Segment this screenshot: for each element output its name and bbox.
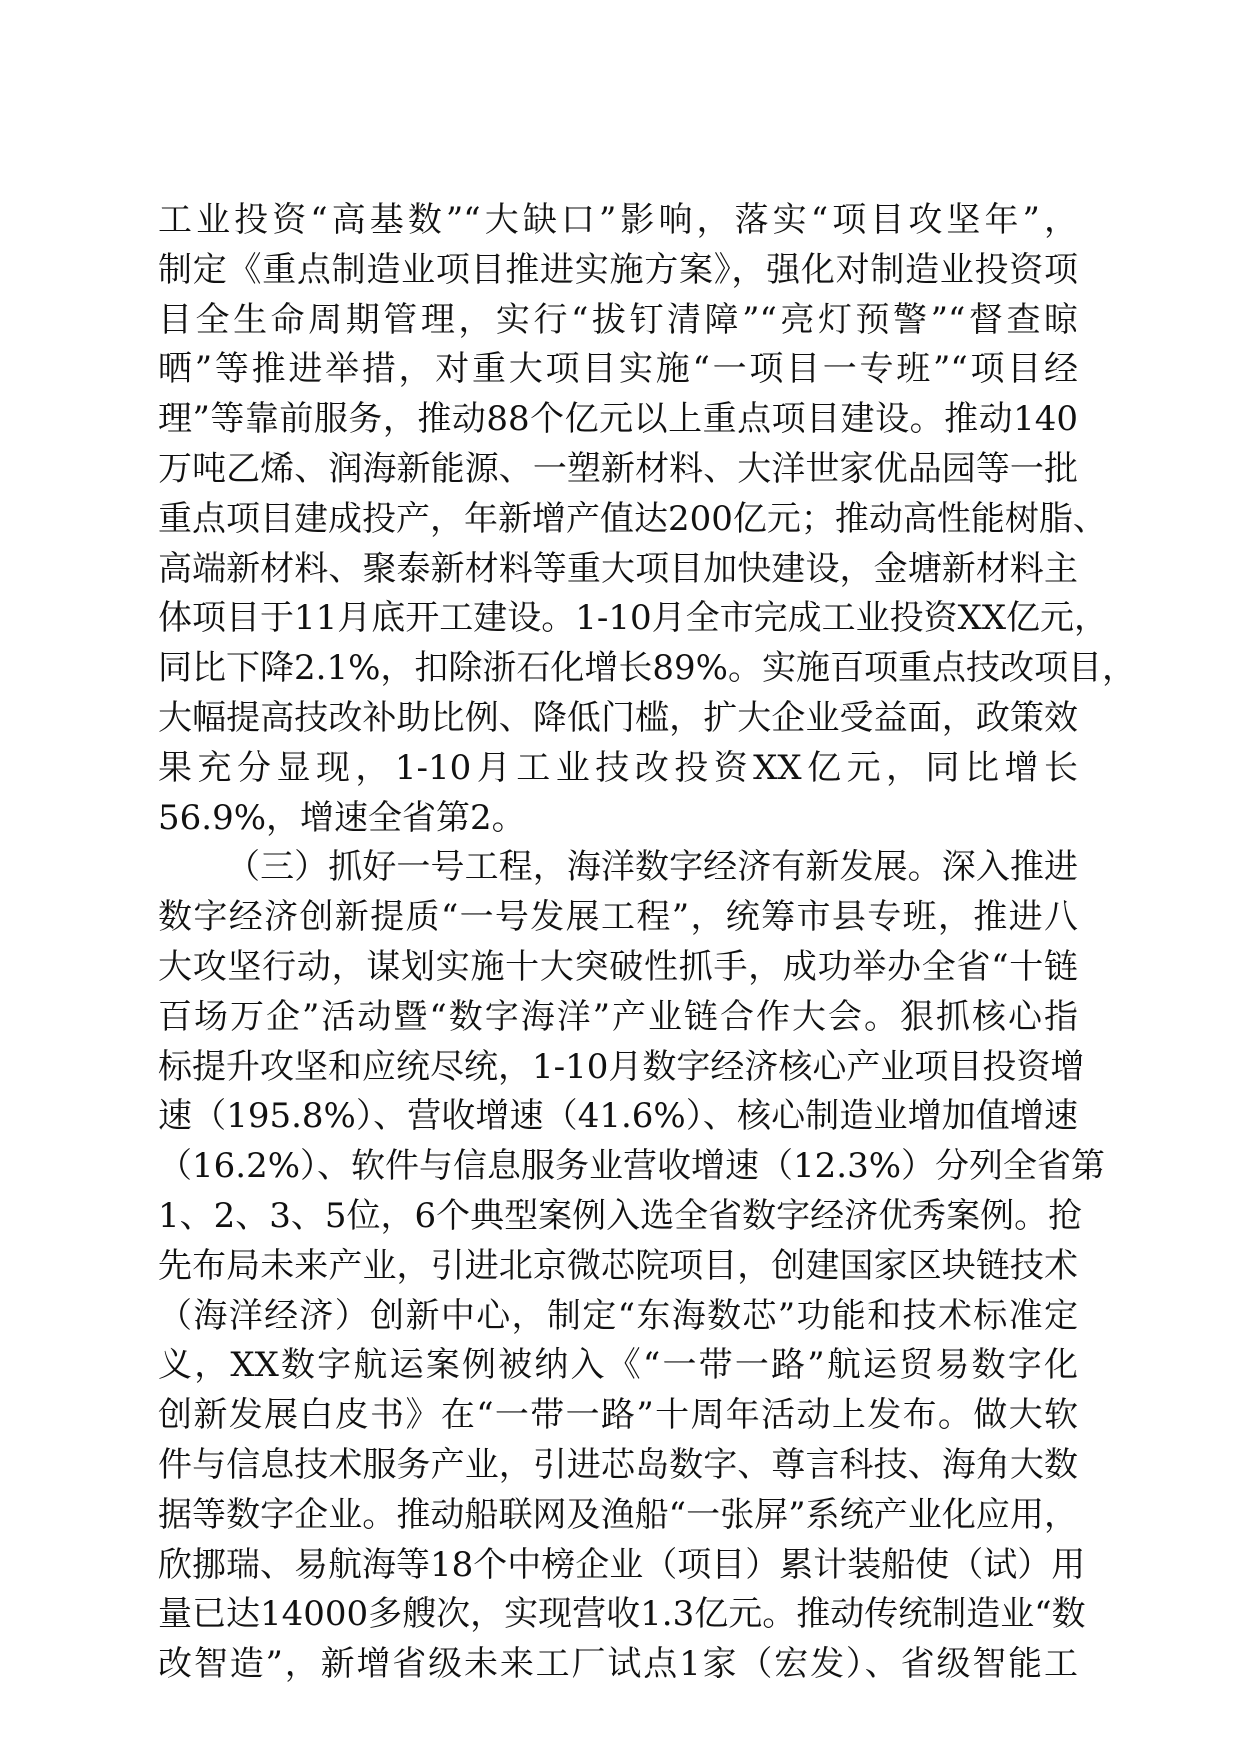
text-line: 目全生命周期管理，实行“拔钉清障”“亮灯预警”“督查晾 [158,299,1078,340]
text-line: 晒”等推进举措，对重大项目实施“一项目一专班”“项目经 [158,349,1078,390]
text-line: 万吨乙烯、润海新能源、一塑新材料、大洋世家优品园等一批 [158,448,1078,489]
text-line: 同比下降2.1%，扣除浙石化增长89%。实施百项重点技改项目， [158,648,1136,689]
text-line: 欣挪瑞、易航海等18个中榜企业（项目）累计装船使（试）用 [158,1544,1086,1585]
text-line: 大幅提高技改补助比例、降低门槛，扩大企业受益面，政策效 [158,697,1078,738]
text-line: 义，XX数字航运案例被纳入《“一带一路”航运贸易数字化 [158,1345,1078,1386]
text-line: 数字经济创新提质“一号发展工程”，统筹市县专班，推进八 [158,897,1078,938]
text-line: 创新发展白皮书》在“一带一路”十周年活动上发布。做大软 [158,1395,1078,1436]
text-line: 速（195.8%）、营收增速（41.6%）、核心制造业增加值增速 [158,1096,1078,1137]
text-line: 工业投资“高基数”“大缺口”影响，落实“项目攻坚年”， [158,200,1078,240]
text-line: 改智造”，新增省级未来工厂试点1家（宏发）、省级智能工 [158,1644,1078,1685]
text-line: 56.9%，增速全省第2。 [158,797,526,838]
text-line: 百场万企”活动暨“数字海洋”产业链合作大会。狠抓核心指 [158,996,1078,1037]
text-line: 体项目于11月底开工建设。1-10月全市完成工业投资XX亿元， [158,598,1109,639]
text-line: 果充分显现，1-10月工业技改投资XX亿元，同比增长 [158,747,1078,788]
text-line: 1、2、3、5位，6个典型案例入选全省数字经济优秀案例。抢 [158,1195,1083,1236]
text-line: 制定《重点制造业项目推进实施方案》，强化对制造业投资项 [158,249,1078,290]
text-line: 件与信息技术服务产业，引进芯岛数字、尊言科技、海角大数 [158,1444,1078,1485]
body-text [158,196,1136,1690]
text-line: 大攻坚行动，谋划实施十大突破性抓手，成功举办全省“十链 [158,946,1078,987]
text-line: （16.2%）、软件与信息服务业营收增速（12.3%）分列全省第 [158,1146,1106,1187]
text-line: 量已达14000多艘次，实现营收1.3亿元。推动传统制造业“数 [158,1594,1086,1635]
section-heading-line: （三）抓好一号工程，海洋数字经济有新发展。深入推进 [226,847,1078,888]
text-line: 据等数字企业。推动船联网及渔船“一张屏”系统产业化应用， [158,1494,1078,1535]
text-line: （海洋经济）创新中心，制定“东海数芯”功能和技术标准定 [158,1295,1078,1336]
text-line: 理”等靠前服务，推动88个亿元以上重点项目建设。推动140 [158,399,1078,440]
text-line: 高端新材料、聚泰新材料等重大项目加快建设，金塘新材料主 [158,548,1078,589]
text-line: 标提升攻坚和应统尽统，1-10月数字经济核心产业项目投资增 [158,1046,1085,1087]
text-line: 先布局未来产业，引进北京微芯院项目，创建国家区块链技术 [158,1245,1078,1286]
text-line: 重点项目建成投产，年新增产值达200亿元；推动高性能树脂、 [158,498,1107,539]
